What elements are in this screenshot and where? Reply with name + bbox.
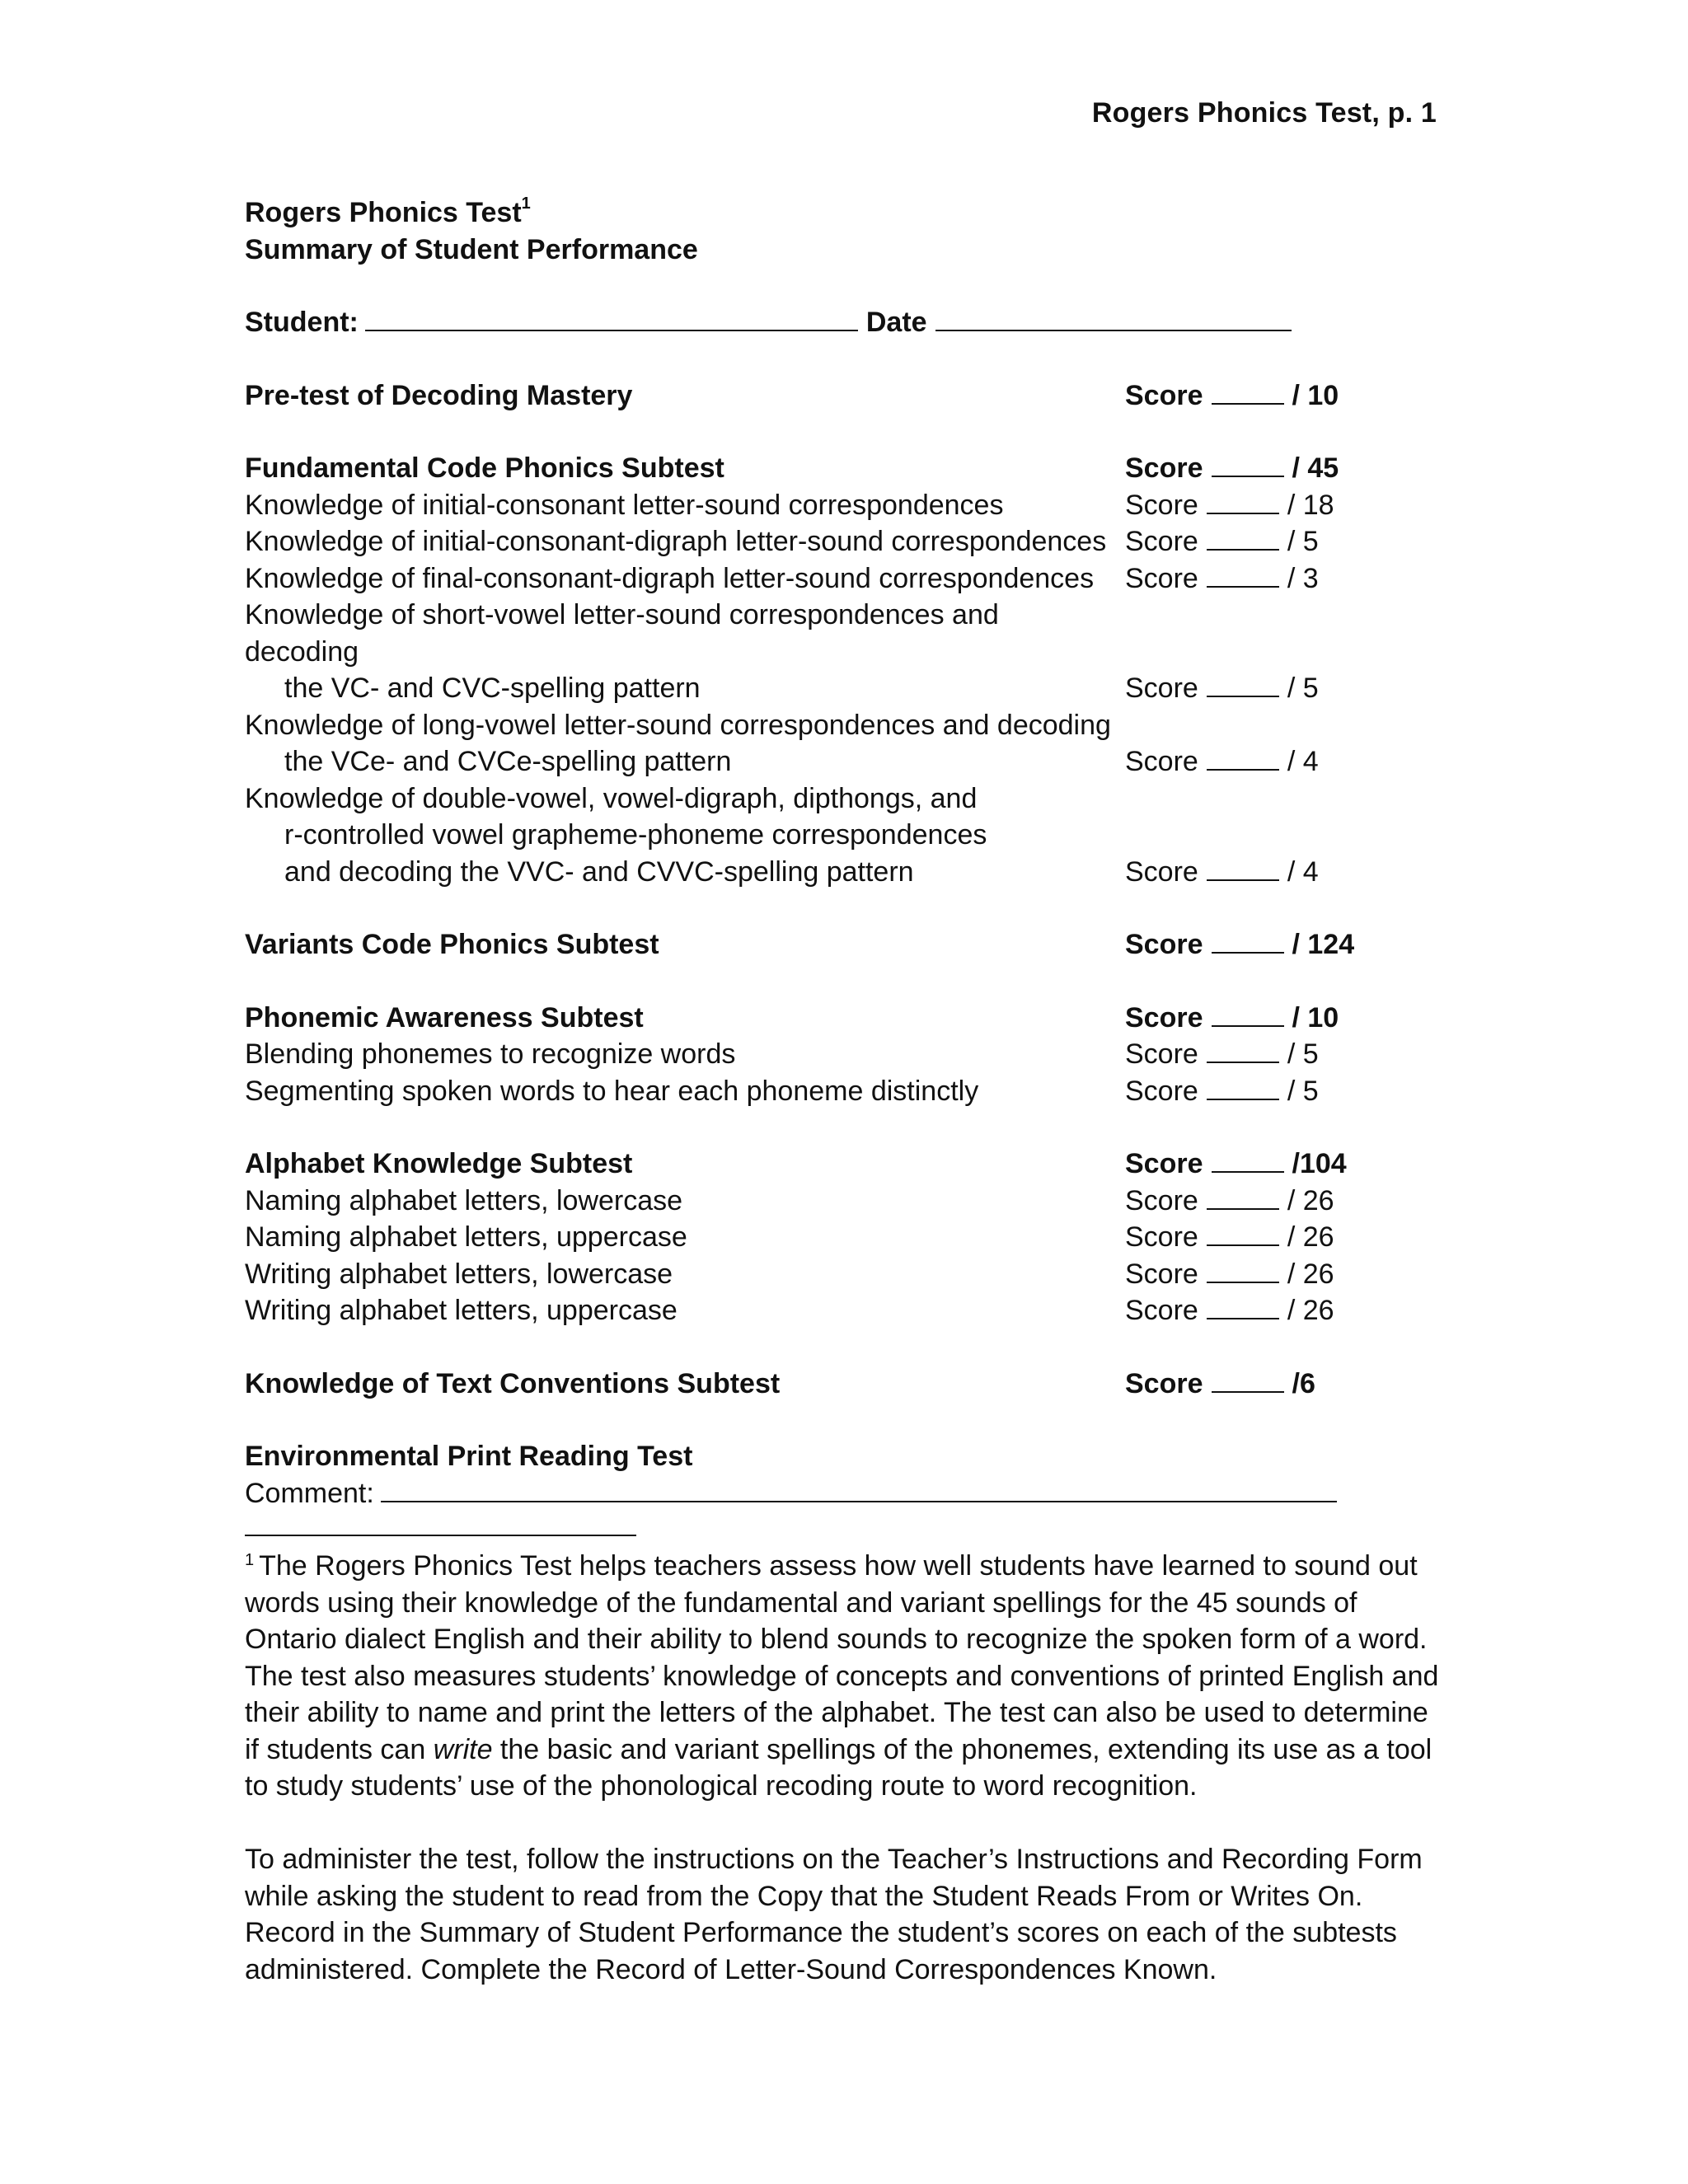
score-field[interactable] (1212, 1146, 1284, 1173)
pretest-label: Pre-test of Decoding Mastery (245, 379, 633, 411)
fundamental-item-row (245, 780, 1448, 891)
item-label-continued: the VC- and CVC-spelling pattern (284, 673, 701, 704)
item-score: Score / 5 (1125, 526, 1319, 557)
running-header: Rogers Phonics Test, p. 1 (1091, 97, 1437, 129)
item-label-continued: the VCe- and CVCe-spelling pattern (284, 746, 732, 777)
alphabet-item-row (245, 1256, 1448, 1293)
item-label: Naming alphabet letters, lowercase (245, 1184, 683, 1216)
item-label: Knowledge of long-vowel letter-sound correspondences and decoding (245, 709, 1111, 741)
form-subtitle: Summary of Student Performance (245, 233, 698, 265)
score-field[interactable] (1212, 1366, 1284, 1393)
student-date-line (245, 304, 1448, 341)
pretest-row (245, 377, 1448, 415)
score-field[interactable] (1207, 524, 1279, 551)
footnote (245, 1548, 1448, 1988)
footnote-separator (245, 1535, 636, 1536)
alphabet-item-row (245, 1183, 1448, 1220)
item-label-continued: r-controlled vowel grapheme-phoneme correspondences (284, 819, 987, 851)
variants-label: Variants Code Phonics Subtest (245, 929, 659, 960)
item-label: Knowledge of short-vowel letter-sound correspondences and decoding (245, 599, 999, 668)
score-field[interactable] (1207, 1183, 1279, 1210)
score-field[interactable] (1207, 1037, 1279, 1063)
score-field[interactable] (1212, 927, 1284, 954)
item-score: Score / 26 (1125, 1258, 1334, 1290)
phonemic-item-row (245, 1073, 1448, 1110)
item-score: Score / 18 (1125, 489, 1334, 521)
date-label: Date (865, 307, 927, 338)
environmental-label: Environmental Print Reading Test (245, 1441, 693, 1472)
score-field[interactable] (1207, 671, 1279, 697)
item-score: Score / 26 (1125, 1295, 1334, 1326)
variants-score: Score / 124 (1125, 929, 1355, 960)
summary-form (245, 194, 1448, 1988)
score-field[interactable] (1207, 1220, 1279, 1246)
item-score: Score / 4 (1125, 855, 1319, 888)
phonemic-row (245, 1000, 1448, 1037)
item-label-continued: and decoding the VVC- and CVVC-spelling pattern (284, 855, 914, 888)
emphasis-write: write (433, 1733, 493, 1765)
score-field[interactable] (1207, 855, 1279, 881)
comment-label: Comment: (245, 1477, 374, 1509)
alphabet-row (245, 1146, 1448, 1183)
score-field[interactable] (1207, 744, 1279, 771)
item-label: Writing alphabet letters, uppercase (245, 1295, 678, 1326)
student-name-field[interactable] (365, 305, 858, 331)
item-score: Score / 5 (1125, 673, 1319, 704)
score-field[interactable] (1212, 1001, 1284, 1027)
alphabet-label: Alphabet Knowledge Subtest (245, 1148, 633, 1179)
phonemic-score: Score / 10 (1125, 1001, 1339, 1033)
item-score: Score / 26 (1125, 1221, 1334, 1253)
footnote-reference[interactable]: 1 (521, 194, 531, 213)
comment-field[interactable] (381, 1476, 1337, 1502)
comment-line (245, 1475, 1448, 1512)
fundamental-item-row (245, 523, 1448, 560)
score-field[interactable] (1207, 488, 1279, 514)
variants-row (245, 926, 1448, 963)
date-field[interactable] (935, 305, 1292, 331)
footnote-mark: 1 (245, 1550, 255, 1569)
item-label: Blending phonemes to recognize words (245, 1038, 736, 1070)
item-score: Score / 5 (1125, 1038, 1319, 1070)
phonemic-item-row (245, 1036, 1448, 1073)
title-text: Rogers Phonics Test (245, 197, 522, 228)
score-field[interactable] (1212, 451, 1284, 477)
text-conventions-score: Score /6 (1125, 1367, 1315, 1399)
item-score: Score / 5 (1125, 1075, 1319, 1107)
item-label: Knowledge of initial-consonant letter-sound correspondences (245, 489, 1004, 521)
score-field[interactable] (1212, 378, 1284, 405)
fundamental-label: Fundamental Code Phonics Subtest (245, 452, 724, 484)
item-label: Knowledge of double-vowel, vowel-digraph, dipthongs, and (245, 782, 978, 814)
fundamental-item-row (245, 707, 1448, 780)
score-field[interactable] (1207, 561, 1279, 588)
item-score: Score / 3 (1125, 562, 1319, 594)
score-field[interactable] (1207, 1074, 1279, 1100)
item-label: Knowledge of final-consonant-digraph letter-sound correspondences (245, 562, 1095, 594)
item-label: Segmenting spoken words to hear each phoneme distinctly (245, 1075, 979, 1107)
alphabet-item-row (245, 1219, 1448, 1256)
student-label: Student: (245, 307, 359, 338)
text-conventions-row (245, 1366, 1448, 1403)
footnote-paragraph-2: To administer the test, follow the instructions on the Teacher’s Instructions and Recording Form while asking the student to read from the Copy that the Student Reads From or Writes On. Record in the Summary of Student Performance the student’s scores on each of the subtests administered. Complete the Record of Letter-Sound Correspondences Known. (245, 1844, 1423, 1985)
item-score: Score / 26 (1125, 1184, 1334, 1216)
item-score: Score / 4 (1125, 746, 1319, 777)
alphabet-item-row (245, 1292, 1448, 1329)
form-title (245, 194, 1448, 232)
text-conventions-label: Knowledge of Text Conventions Subtest (245, 1367, 781, 1399)
item-label: Knowledge of initial-consonant-digraph letter-sound correspondences (245, 526, 1107, 557)
alphabet-score: Score /104 (1125, 1148, 1347, 1179)
fundamental-item-row (245, 597, 1448, 707)
pretest-score: Score / 10 (1125, 379, 1339, 411)
fundamental-row (245, 450, 1448, 487)
item-label: Naming alphabet letters, uppercase (245, 1221, 687, 1253)
score-field[interactable] (1207, 1293, 1279, 1319)
score-field[interactable] (1207, 1257, 1279, 1283)
footnote-paragraph-1: $^1$ The Rogers Phonics Test helps teachers assess how well students have learned to sound out words using their knowledge of the fundamental and variant spellings for the 45 sounds of Ontario dialect English and their ability to blend sounds to recognize the spoken form of a word. The test also measures students’ knowledge of concepts and conventions of printed English and their ability to name and print the letters of the alphabet. The test can also be used to determine if students can write the basic and variant spellings of the phonemes, extending its use as a tool to study students’ use of the phonological recoding route to word recognition. (245, 1550, 1439, 1802)
fundamental-score: Score / 45 (1125, 452, 1339, 484)
phonemic-label: Phonemic Awareness Subtest (245, 1001, 644, 1033)
fundamental-item-row (245, 487, 1448, 524)
item-label: Writing alphabet letters, lowercase (245, 1258, 673, 1290)
fundamental-item-row (245, 560, 1448, 598)
